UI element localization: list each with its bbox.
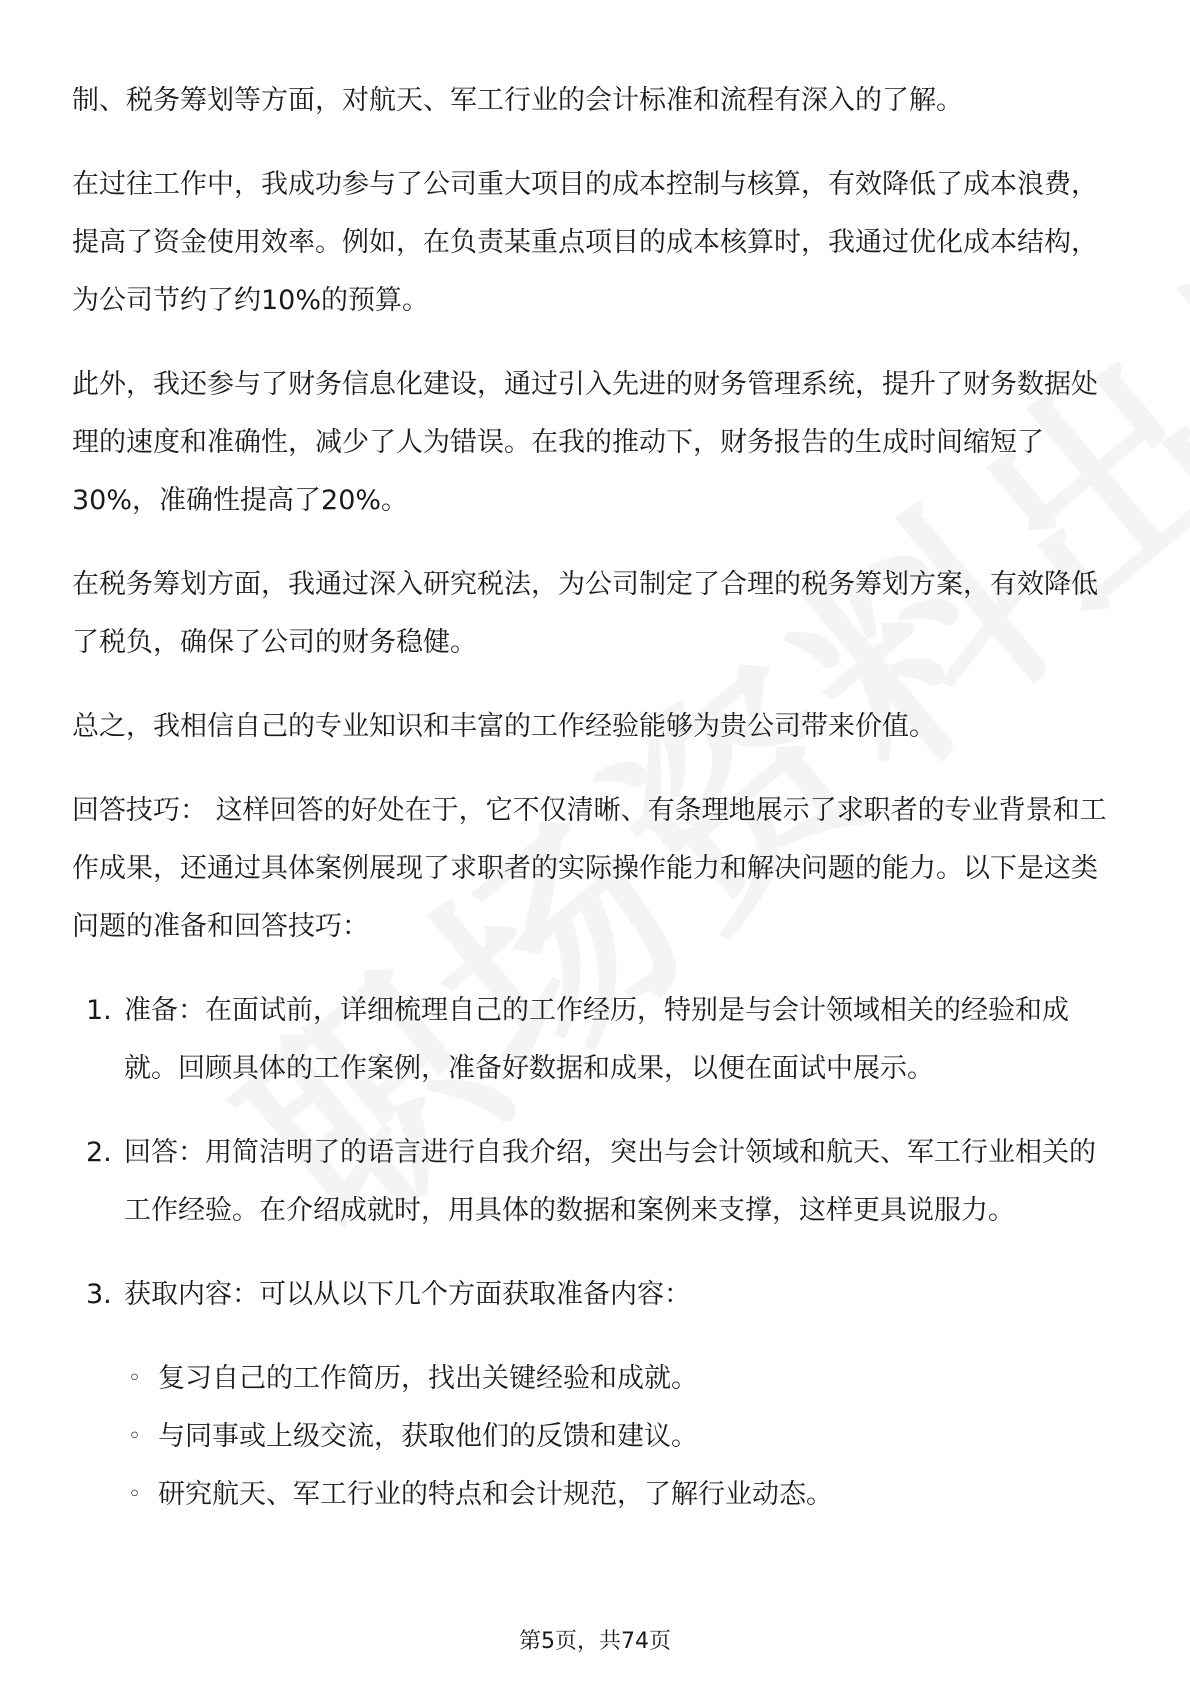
bullet-item	[124, 1466, 1122, 1524]
list-item-text: 获取内容：可以从以下几个方面获取准备内容：	[124, 1279, 691, 1310]
bullet-item-text: 复习自己的工作简历，找出关键经验和成就。	[158, 1363, 698, 1394]
list-item	[72, 982, 1122, 1098]
list-number: 1.	[86, 995, 112, 1026]
paragraph: 回答技巧： 这样回答的好处在于，它不仅清晰、有条理地展示了求职者的专业背景和工作成果，还通过具体案例展现了求职者的实际操作能力和解决问题的能力。以下是这类问题的准备和回答技巧：	[72, 795, 1107, 942]
list-item-text: 回答：用简洁明了的语言进行自我介绍，突出与会计领域和航天、军工行业相关的工作经验。在介绍成就时，用具体的数据和案例来支撑，这样更具说服力。	[124, 1137, 1096, 1226]
list-item-text: 准备：在面试前，详细梳理自己的工作经历，特别是与会计领域相关的经验和成就。回顾具体的工作案例，准备好数据和成果，以便在面试中展示。	[124, 995, 1069, 1084]
document-body	[72, 72, 1122, 1550]
paragraph: 在税务筹划方面，我通过深入研究税法，为公司制定了合理的税务筹划方案，有效降低了税负，确保了公司的财务稳健。	[72, 569, 1098, 658]
list-number: 3.	[86, 1279, 112, 1310]
bullet-icon: ◦	[128, 1366, 141, 1391]
bullet-item	[124, 1408, 1122, 1466]
bullet-icon: ◦	[128, 1482, 141, 1507]
bullet-list	[124, 1350, 1122, 1524]
bullet-item	[124, 1350, 1122, 1408]
bullet-item-text: 与同事或上级交流，获取他们的反馈和建议。	[158, 1421, 698, 1452]
bullet-item-text: 研究航天、军工行业的特点和会计规范，了解行业动态。	[158, 1479, 833, 1510]
paragraph: 在过往工作中，我成功参与了公司重大项目的成本控制与核算，有效降低了成本浪费，提高了资金使用效率。例如，在负责某重点项目的成本核算时，我通过优化成本结构，为公司节约了约10%的预算。	[72, 169, 1098, 316]
page-number: 第5页，共74页	[519, 1629, 671, 1654]
list-item	[72, 1124, 1122, 1240]
list-number: 2.	[86, 1137, 112, 1168]
list-item	[72, 1266, 1122, 1524]
bullet-icon: ◦	[128, 1424, 141, 1449]
paragraph: 制、税务筹划等方面，对航天、军工行业的会计标准和流程有深入的了解。	[72, 85, 963, 116]
paragraph: 总之，我相信自己的专业知识和丰富的工作经验能够为贵公司带来价值。	[72, 711, 936, 742]
ordered-list	[72, 982, 1122, 1524]
paragraph: 此外，我还参与了财务信息化建设，通过引入先进的财务管理系统，提升了财务数据处理的速度和准确性，减少了人为错误。在我的推动下，财务报告的生成时间缩短了30%，准确性提高了20%。	[72, 369, 1098, 516]
